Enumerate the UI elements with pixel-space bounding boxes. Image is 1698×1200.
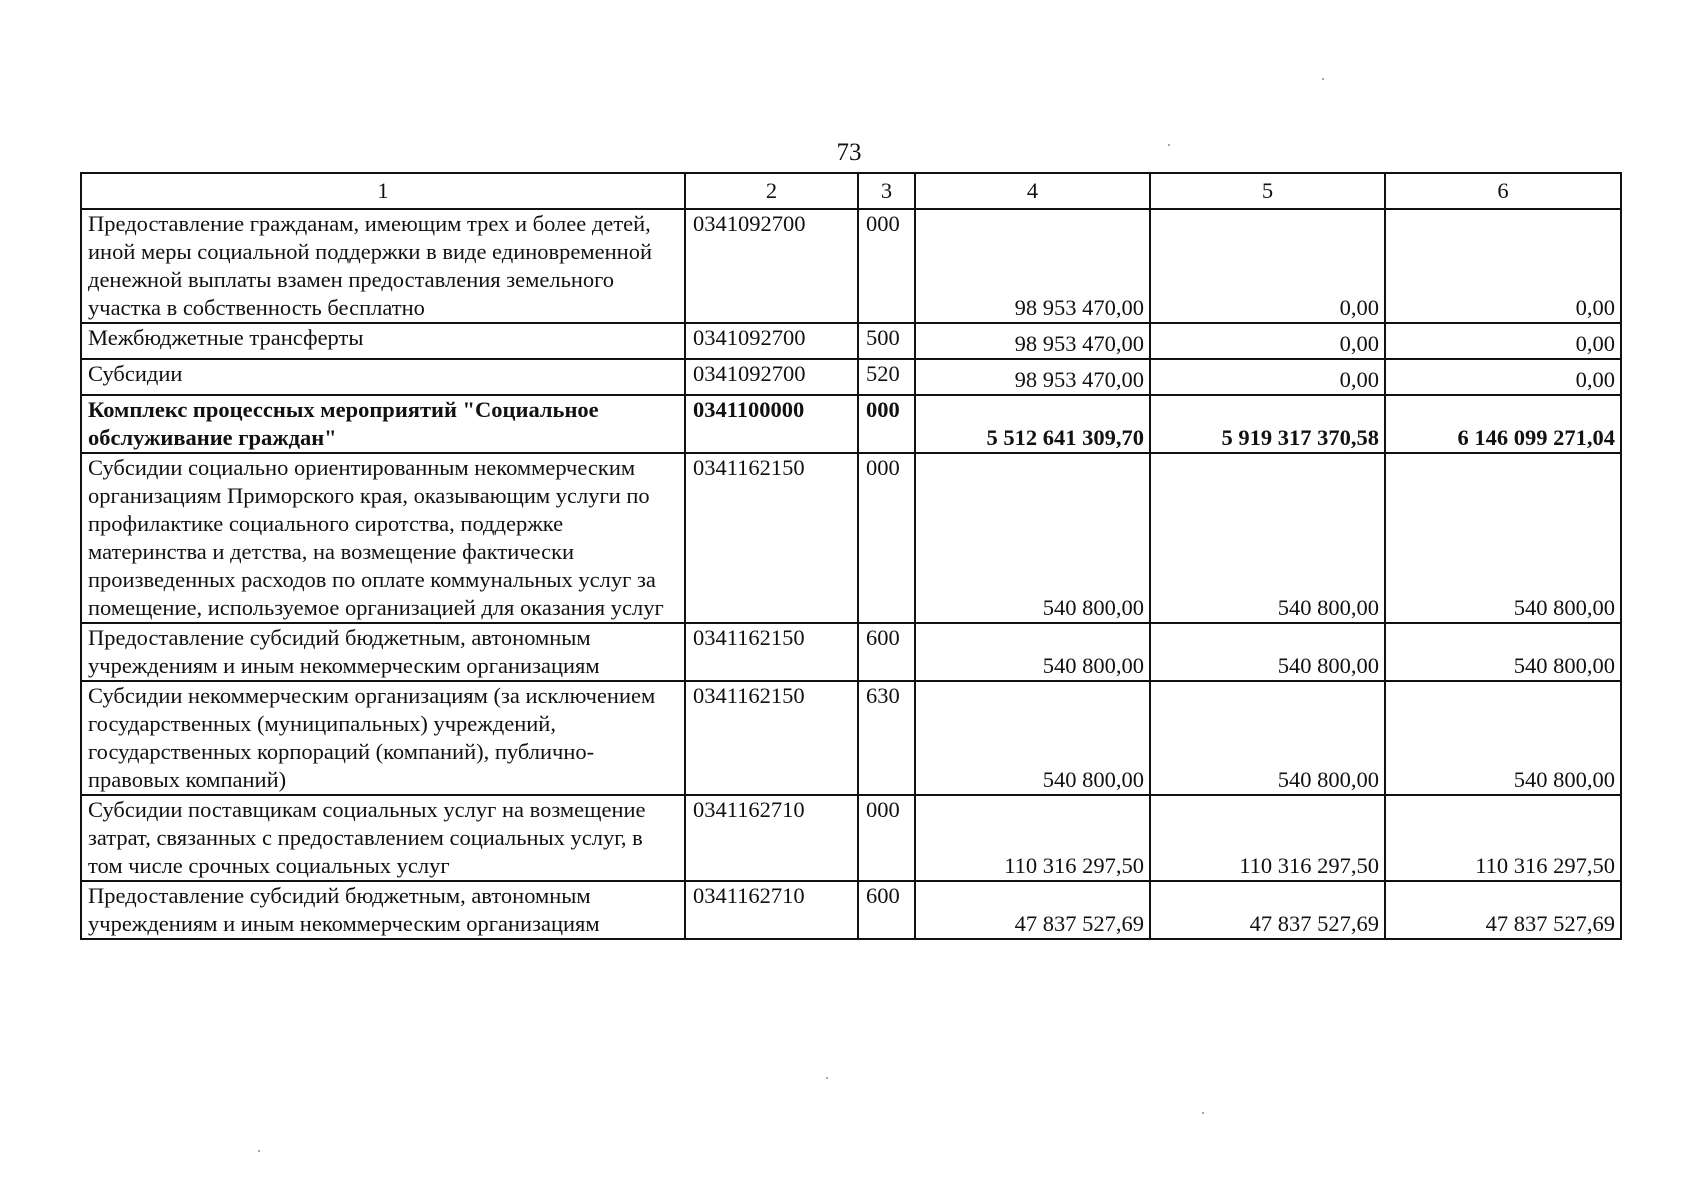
header-cell-4: 4 bbox=[915, 173, 1150, 209]
scan-speck bbox=[1168, 144, 1170, 146]
row-amount-6: 540 800,00 bbox=[1385, 623, 1621, 681]
row-name: Предоставление субсидий бюджетным, автономным учреждениям и иным некоммерческим организациям bbox=[81, 881, 685, 939]
row-amount-6: 6 146 099 271,04 bbox=[1385, 395, 1621, 453]
row-type: 000 bbox=[858, 395, 915, 453]
row-name: Субсидии поставщикам социальных услуг на возмещение затрат, связанных с предоставлением социальных услуг, в том числе срочных социальных услуг bbox=[81, 795, 685, 881]
row-amount-5: 110 316 297,50 bbox=[1150, 795, 1385, 881]
row-amount-4: 540 800,00 bbox=[915, 623, 1150, 681]
row-code: 0341092700 bbox=[685, 323, 858, 359]
row-type: 000 bbox=[858, 795, 915, 881]
row-amount-6: 0,00 bbox=[1385, 359, 1621, 395]
table-row bbox=[81, 395, 1621, 453]
row-name: Субсидии некоммерческим организациям (за исключением государственных (муниципальных) учреждений, государственных корпораций (компаний), публично-правовых компаний) bbox=[81, 681, 685, 795]
row-amount-5: 0,00 bbox=[1150, 323, 1385, 359]
row-amount-6: 540 800,00 bbox=[1385, 681, 1621, 795]
row-amount-6: 0,00 bbox=[1385, 323, 1621, 359]
row-amount-5: 540 800,00 bbox=[1150, 681, 1385, 795]
row-amount-5: 540 800,00 bbox=[1150, 623, 1385, 681]
row-amount-6: 540 800,00 bbox=[1385, 453, 1621, 623]
row-code: 0341092700 bbox=[685, 359, 858, 395]
row-name: Комплекс процессных мероприятий "Социальное обслуживание граждан" bbox=[81, 395, 685, 453]
row-amount-6: 47 837 527,69 bbox=[1385, 881, 1621, 939]
row-amount-4: 47 837 527,69 bbox=[915, 881, 1150, 939]
row-code: 0341162710 bbox=[685, 881, 858, 939]
row-type: 600 bbox=[858, 881, 915, 939]
row-amount-4: 98 953 470,00 bbox=[915, 323, 1150, 359]
row-amount-4: 98 953 470,00 bbox=[915, 209, 1150, 323]
table-row bbox=[81, 681, 1621, 795]
row-code: 0341162150 bbox=[685, 681, 858, 795]
row-type: 500 bbox=[858, 323, 915, 359]
header-cell-1: 1 bbox=[81, 173, 685, 209]
row-amount-4: 110 316 297,50 bbox=[915, 795, 1150, 881]
row-amount-5: 0,00 bbox=[1150, 359, 1385, 395]
row-amount-6: 110 316 297,50 bbox=[1385, 795, 1621, 881]
row-amount-5: 540 800,00 bbox=[1150, 453, 1385, 623]
row-type: 000 bbox=[858, 209, 915, 323]
row-amount-5: 0,00 bbox=[1150, 209, 1385, 323]
row-name: Субсидии социально ориентированным некоммерческим организациям Приморского края, оказывающим услуги по профилактике социального сиротства, поддержке материнства и детства, на возмещение фактически произведенных расходов по оплате коммунальных услуг за помещение, используемое организацией для оказания услуг bbox=[81, 453, 685, 623]
row-code: 0341162710 bbox=[685, 795, 858, 881]
row-amount-5: 47 837 527,69 bbox=[1150, 881, 1385, 939]
header-cell-6: 6 bbox=[1385, 173, 1621, 209]
table-row bbox=[81, 623, 1621, 681]
row-type: 520 bbox=[858, 359, 915, 395]
table-row bbox=[81, 453, 1621, 623]
row-type: 600 bbox=[858, 623, 915, 681]
scan-speck bbox=[1202, 1112, 1204, 1114]
row-name: Межбюджетные трансферты bbox=[81, 323, 685, 359]
row-code: 0341092700 bbox=[685, 209, 858, 323]
table-row bbox=[81, 795, 1621, 881]
budget-table bbox=[80, 172, 1622, 940]
row-code: 0341100000 bbox=[685, 395, 858, 453]
row-name: Субсидии bbox=[81, 359, 685, 395]
table-row bbox=[81, 209, 1621, 323]
table-row bbox=[81, 881, 1621, 939]
row-code: 0341162150 bbox=[685, 623, 858, 681]
scan-speck bbox=[826, 1077, 828, 1079]
row-amount-6: 0,00 bbox=[1385, 209, 1621, 323]
table-row bbox=[81, 323, 1621, 359]
row-name: Предоставление гражданам, имеющим трех и более детей, иной меры социальной поддержки в виде единовременной денежной выплаты взамен предоставления земельного участка в собственность бесплатно bbox=[81, 209, 685, 323]
row-code: 0341162150 bbox=[685, 453, 858, 623]
page-number: 73 bbox=[836, 139, 862, 166]
header-cell-2: 2 bbox=[685, 173, 858, 209]
row-amount-4: 540 800,00 bbox=[915, 681, 1150, 795]
header-cell-5: 5 bbox=[1150, 173, 1385, 209]
row-name: Предоставление субсидий бюджетным, автономным учреждениям и иным некоммерческим организациям bbox=[81, 623, 685, 681]
row-type: 000 bbox=[858, 453, 915, 623]
scan-speck bbox=[258, 1150, 260, 1152]
row-type: 630 bbox=[858, 681, 915, 795]
row-amount-4: 540 800,00 bbox=[915, 453, 1150, 623]
row-amount-4: 5 512 641 309,70 bbox=[915, 395, 1150, 453]
header-cell-3: 3 bbox=[858, 173, 915, 209]
header-row bbox=[81, 173, 1621, 209]
table-row bbox=[81, 359, 1621, 395]
row-amount-5: 5 919 317 370,58 bbox=[1150, 395, 1385, 453]
row-amount-4: 98 953 470,00 bbox=[915, 359, 1150, 395]
scan-speck bbox=[1322, 78, 1324, 80]
